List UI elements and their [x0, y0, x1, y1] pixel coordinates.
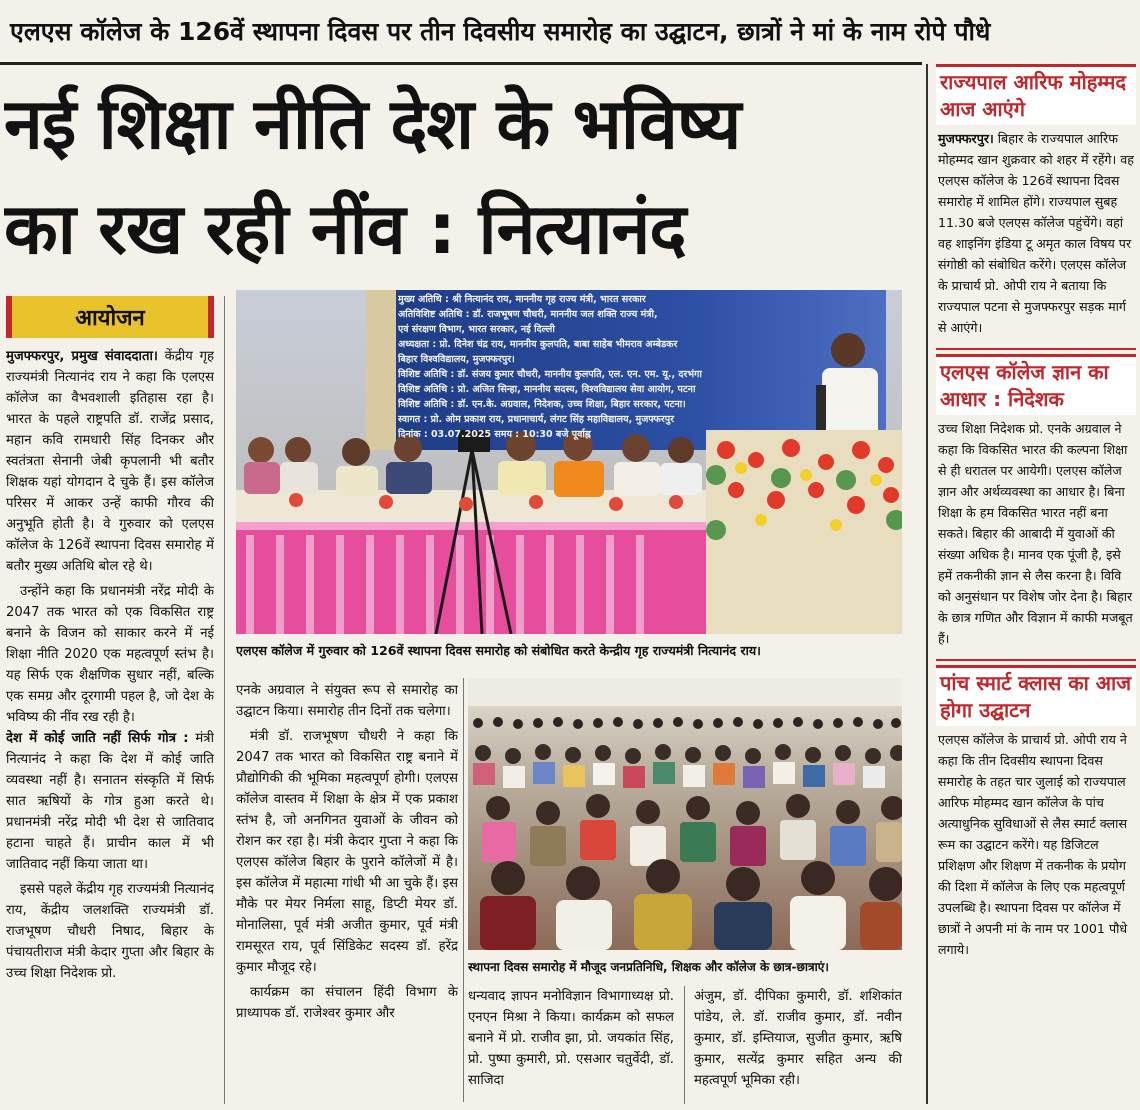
section-tag-label: आयोजन	[75, 306, 145, 331]
subhead: देश में कोई जाति नहीं सिर्फ गोत्र :	[6, 731, 189, 746]
article-column-4	[694, 986, 902, 1104]
sidebar-story-text: बिहार के राज्यपाल आरिफ मोहम्मद खान शुक्रवार को शहर में रहेंगे। वह एलएस कॉलेज के 126वें स्थापना दिवस समारोह में शामिल होंगे। राज्यपाल सुबह 11.30 बजे एलएस कॉलेज पहुंचेंगे। वहां वह शाइनिंग इंडिया टू अमृत काल विषय पर संगोष्ठी को संबोधित करेंगे। एलएस कॉलेज के प्राचार्य प्रो. ओपी राय ने बताया कि राज्यपाल पटना से मुजफ्फरपुर सड़क मार्ग से आएंगे।	[938, 131, 1134, 335]
kicker-rule	[0, 62, 922, 65]
sidebar-story-heading: एलएस कॉलेज ज्ञान का आधार : निदेशक	[936, 354, 1136, 415]
stage-banner	[398, 292, 878, 444]
kicker-headline: एलएस कॉलेज के 126वें स्थापना दिवस पर तीन दिवसीय समारोह का उद्घाटन, छात्रों ने मां के नाम रोपे पौधे	[10, 17, 991, 46]
sidebar-story-body	[936, 125, 1136, 344]
banner-line: विशिष्ट अतिथि : डॉ. एन.के. अग्रवाल, निदेशक, उच्च शिक्षा, बिहार सरकार, पटना।	[398, 399, 686, 410]
article-column-3	[468, 986, 674, 1104]
sidebar-divider	[936, 348, 1136, 350]
dateline: मुजफ्फरपुर।	[938, 131, 994, 146]
section-tag	[6, 296, 214, 338]
sidebar-story-2	[936, 354, 1136, 655]
article-paragraph: उन्होंने कहा कि प्रधानमंत्री नरेंद्र मोदी के 2047 तक भारत को एक विकसित राष्ट्र बनाने के विजन को साकार करने में नई शिक्षा नीति 2020 एक महत्वपूर्ण स्तंभ है। यह सिर्फ एक शैक्षणिक सुधार नहीं, बल्कि एक समग्र और दूरगामी पहल है, जो देश के भविष्य की नींव रख रही है।	[6, 584, 214, 725]
banner-line: बिहार विश्वविद्यालय, मुजफ्फरपुर।	[398, 354, 515, 365]
article-paragraph: मंत्री डॉ. राजभूषण चौधरी ने कहा कि 2047 तक भारत को विकसित राष्ट्र बनाने में प्रौद्योगिकी की भूमिका महत्वपूर्ण होगी। एलएस कॉलेज वास्तव में शिक्षा के क्षेत्र में एक प्रकाश स्तंभ है, जो अनगिनत युवाओं के जीवन को रोशन कर रहा है। मंत्री केदार गुप्ता ने कहा कि एलएस कॉलेज बिहार के पुराने कॉलेजों में है। इस कॉलेज में महात्मा गांधी भी आ चुके हैं। इस मौके पर मेयर निर्मला साहू, डिप्टी मेयर डॉ. मोनालिसा, पूर्व मंत्री अजीत कुमार, पूर्व मंत्री रामसूरत राय, पूर्व सिंडिकेट सदस्य डॉ. हरेंद्र कुमार मौजूद रहे।	[236, 729, 458, 975]
sidebar-divider	[936, 659, 1136, 661]
banner-line: स्वागत : प्रो. ओम प्रकाश राय, प्रधानाचार्य, लंगट सिंह महाविद्यालय, मुजफ्फरपुर	[398, 414, 675, 425]
article-column-2	[236, 680, 458, 1102]
article-paragraph	[6, 346, 214, 577]
sidebar-story-3	[936, 665, 1136, 966]
article-paragraph: कार्यक्रम का संचालन हिंदी विभाग के प्राध्यापक डॉ. राजेश्वर कुमार और	[236, 985, 458, 1021]
article-paragraph	[6, 728, 214, 875]
paragraph-text: केंद्रीय गृह राज्यमंत्री नित्यानंद राय ने कहा कि एलएस कॉलेज का वैभवशाली इतिहास रहा है। भारत के पहले राष्ट्रपति डॉ. राजेंद्र प्रसाद, महान कवि रामधारी सिंह दिनकर और स्वतंत्रता सेनानी जेबी कृपलानी भी बतौर शिक्षक यहां योगदान दे चुके हैं। इस कॉलेज परिसर में आकर उन्हें काफी गौरव की अनुभूति होती है। वे गुरुवार को एलएस कॉलेज के 126वें स्थापना दिवस समारोह में बतौर मुख्य अतिथि बोल रहे थे।	[6, 349, 214, 574]
sidebar-story-heading: राज्यपाल आरिफ मोहम्मद आज आएंगे	[936, 64, 1136, 125]
sidebar-story-1	[936, 64, 1136, 344]
audience-photo	[468, 678, 902, 950]
banner-line: दिनांक : 03.07.2025 समय : 10:30 बजे पूर्वाह्न	[398, 429, 591, 440]
banner-line: विशिष्ट अतिथि : डॉ. संजय कुमार चौधरी, माननीय कुलपति, एल. एन. एम. यू., दरभंगा	[398, 369, 702, 380]
banner-line: विशिष्ट अतिथि : प्रो. अजित सिन्हा, माननीय सदस्य, विश्वविद्यालय सेवा आयोग, पटना	[398, 384, 696, 395]
banner-line: मुख्य अतिथि : श्री नित्यानंद राय, माननीय गृह राज्य मंत्री, भारत सरकार	[398, 294, 646, 305]
audience-photo-caption: स्थापना दिवस समारोह में मौजूद जनप्रतिनिधि, शिक्षक और कॉलेज के छात्र-छात्राएं।	[468, 960, 829, 974]
stage-photo	[236, 290, 902, 634]
paragraph-text: मंत्री नित्यानंद ने कहा कि देश में कोई जाति व्यवस्था नहीं है। सनातन संस्कृति में सिर्फ सात ऋषियों के गोत्र हुआ करते थे। प्रधानमंत्री नरेंद्र मोदी भी देश से जातिवाद हटाना चाहते हैं। प्राचीन काल में भी जातिवाद नहीं किया जाता था।	[6, 731, 214, 872]
sidebar-column	[926, 64, 1136, 1104]
column-rule	[224, 296, 225, 1104]
headline-line-1: नई शिक्षा नीति देश के भविष्य	[4, 83, 741, 165]
headline-line-2: का रख रही नींव : नित्यानंद	[4, 188, 686, 270]
sidebar-story-body: एलएस कॉलेज के प्राचार्य प्रो. ओपी राय ने कहा कि तीन दिवसीय स्थापना दिवस समारोह के तहत चार जुलाई को राज्यपाल आरिफ मोहम्मद खान कॉलेज के पांच अत्याधुनिक सुविधाओं से लैस स्मार्ट क्लास रूम का उद्घाटन करेंगे। यह डिजिटल प्रशिक्षण और शिक्षण में तकनीक के प्रयोग की दिशा में कॉलेज के लिए एक महत्वपूर्ण उपलब्धि है। स्थापना दिवस पर कॉलेज में छात्रों ने अपनी मां के नाम पर 1001 पौधे लगाये।	[938, 732, 1128, 957]
banner-line: अतिविशिष्ट अतिथि : डॉ. राजभूषण चौधरी, माननीय जल शक्ति राज्य मंत्री,	[398, 309, 658, 320]
article-paragraph: अंजुम, डॉ. दीपिका कुमारी, डॉ. शशिकांत पांडेय, ले. डॉ. राजीव कुमार, डॉ. नवीन कुमार, डॉ. इम्तियाज, सुजीत कुमार, ऋषि कुमार, सत्येंद्र कुमार सहित अन्य की महत्वपूर्ण भूमिका रही।	[694, 989, 902, 1088]
column-rule	[684, 986, 685, 1104]
banner-line: एवं संरक्षण विभाग, भारत सरकार, नई दिल्ली	[398, 324, 555, 335]
byline: मुजफ्फरपुर, प्रमुख संवाददाता।	[6, 349, 158, 364]
article-paragraph: धन्यवाद ज्ञापन मनोविज्ञान विभागाध्यक्ष प्रो. एनएन मिश्रा ने किया। कार्यक्रम को सफल बनाने में प्रो. राजीव झा, प्रो. जयकांत सिंह, प्रो. पुष्पा कुमारी, प्रो. एसआर चतुर्वेदी, डॉ. साजिदा	[468, 989, 674, 1088]
main-headline	[4, 72, 919, 282]
article-paragraph: एनके अग्रवाल ने संयुक्त रूप से समारोह का उद्घाटन किया। समारोह तीन दिनों तक चलेगा।	[236, 683, 458, 719]
banner-line: अध्यक्षता : प्रो. दिनेश चंद्र राय, माननीय कुलपति, बाबा साहेब भीमराव अम्बेडकर	[398, 339, 678, 350]
column-rule	[463, 678, 464, 1102]
article-paragraph: इससे पहले केंद्रीय गृह राज्यमंत्री नित्यानंद राय, केंद्रीय जलशक्ति राज्यमंत्री डॉ. राजभूषण चौधरी निषाद, बिहार के पंचायतीराज मंत्री केदार गुप्ता और बिहार के उच्च शिक्षा निदेशक प्रो.	[6, 882, 214, 981]
stage-photo-caption: एलएस कॉलेज में गुरुवार को 126वें स्थापना दिवस समारोह को संबोधित करते केन्द्रीय गृह राज्यमंत्री नित्यानंद राय।	[236, 643, 761, 658]
article-column-1	[6, 346, 214, 1102]
sidebar-story-heading: पांच स्मार्ट क्लास का आज होगा उद्घाटन	[936, 665, 1136, 726]
audience-photo-image	[468, 678, 902, 950]
sidebar-story-body: उच्च शिक्षा निदेशक प्रो. एनके अग्रवाल ने कहा कि विकसित भारत की कल्पना शिक्षा से ही धरातल पर आयेगी। एलएस कॉलेज ज्ञान और अर्थव्यवस्था का आधार है। बिना शिक्षा के हम विकसित भारत नहीं बना सकते। बिहार की आबादी में युवाओं की संख्या अधिक है। मानव एक पूंजी है, इसे हमें तकनीकी ज्ञान से लैस करना है। विवि को अनुसंधान पर विशेष जोर देना है। बिहार के छात्र गणित और विज्ञान में काफी मजबूत हैं।	[938, 421, 1133, 646]
